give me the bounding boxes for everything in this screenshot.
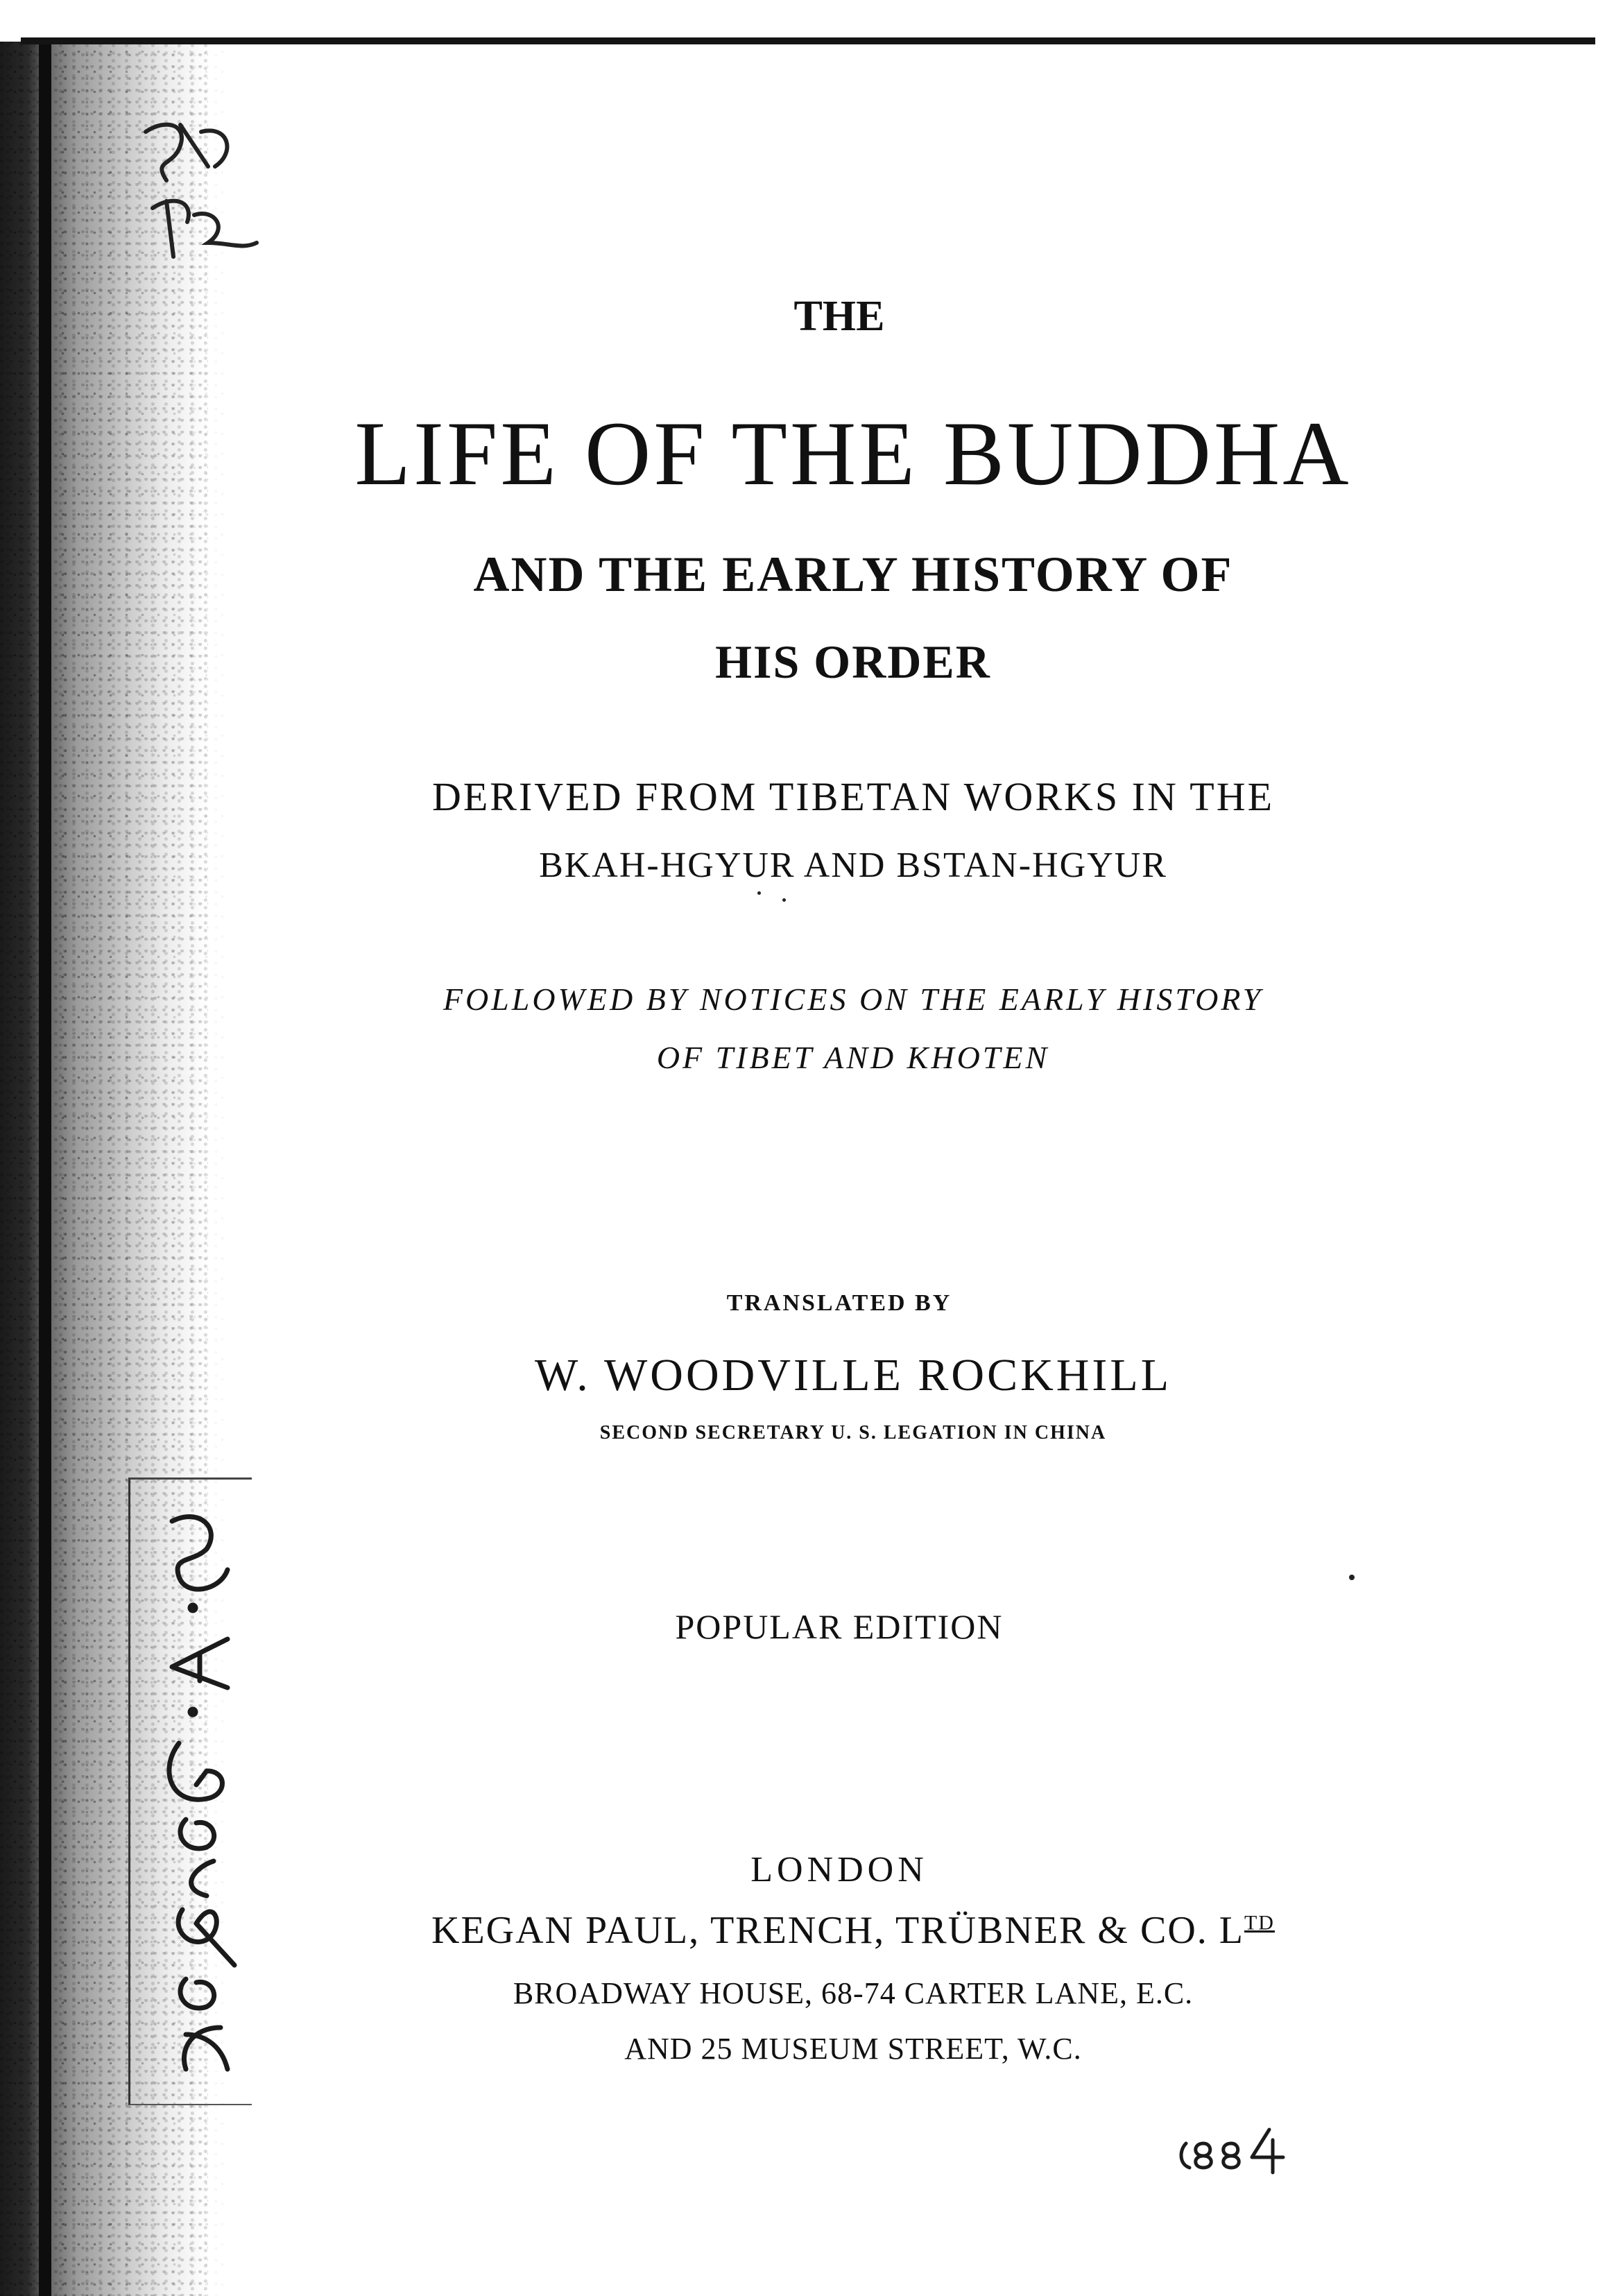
main-title: LIFE OF THE BUDDHA (354, 402, 1352, 504)
imprint-city: LONDON (750, 1850, 928, 1890)
binding-edge (39, 42, 51, 2296)
translated-by-label: TRANSLATED BY (726, 1290, 952, 1316)
handwritten-mark-top (125, 104, 264, 284)
imprint-publisher (42, 1911, 1623, 1950)
title-article: THE (793, 293, 885, 340)
publisher-name: KEGAN PAUL, TRENCH, TRÜBNER & CO. L (431, 1909, 1244, 1952)
subtitle-line-1: AND THE EARLY HISTORY OF (473, 547, 1233, 602)
handwritten-year (1172, 2123, 1297, 2178)
followed-by-line-1: FOLLOWED BY NOTICES ON THE EARLY HISTORY (443, 982, 1264, 1017)
publisher-suffix: TD (1244, 1911, 1275, 1935)
imprint-address-2: AND 25 MUSEUM STREET, W.C. (624, 2032, 1082, 2066)
handwritten-signature (130, 1480, 252, 2104)
scan-speck (1349, 1575, 1355, 1580)
translator-position: SECOND SECRETARY U. S. LEGATION IN CHINA (599, 1422, 1107, 1443)
scan-speck (782, 898, 786, 902)
derived-from-line-1: DERIVED FROM TIBETAN WORKS IN THE (431, 774, 1275, 819)
followed-by-line-2: OF TIBET AND KHOTEN (656, 1040, 1050, 1075)
derived-from-line-2: BKAH-HGYUR AND BSTAN-HGYUR (539, 846, 1167, 885)
scan-speck (757, 891, 761, 895)
subtitle-line-2: HIS ORDER (715, 635, 991, 688)
edition-label: POPULAR EDITION (675, 1607, 1004, 1646)
top-rule (21, 37, 1595, 44)
translator-name: W. WOODVILLE ROCKHILL (534, 1350, 1172, 1400)
library-label (128, 1477, 252, 2105)
imprint-address-1: BROADWAY HOUSE, 68-74 CARTER LANE, E.C. (513, 1976, 1194, 2010)
